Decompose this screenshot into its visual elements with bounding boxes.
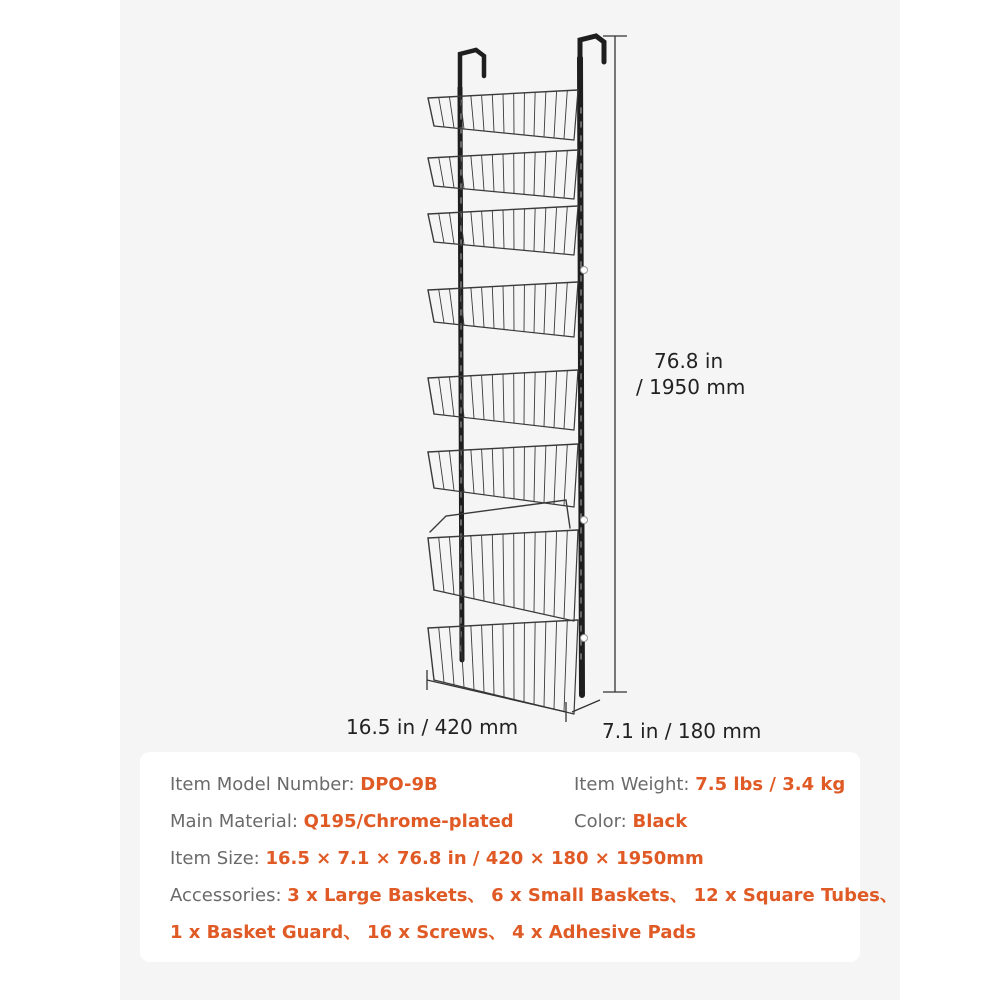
basket-side — [428, 628, 434, 680]
accessory-item: 3 x Large Baskets — [287, 885, 468, 906]
basket-wire — [439, 377, 444, 415]
basket-wire — [503, 448, 504, 498]
spec-accessories — [170, 883, 898, 909]
depth-dimension-line — [572, 700, 600, 712]
basket-wire — [471, 212, 474, 246]
spec-weight-label: Item Weight: — [574, 774, 690, 795]
basket-wire — [492, 95, 494, 132]
basket-wire — [554, 371, 557, 428]
basket-wire — [449, 97, 454, 128]
basket-wire — [439, 97, 444, 127]
basket-wire — [544, 284, 546, 334]
accessory-item: 1 x Basket Guard — [170, 922, 344, 943]
spec-model-label: Item Model Number: — [170, 774, 355, 795]
spec-material — [170, 809, 514, 835]
basket-wire — [554, 207, 557, 253]
basket-side — [574, 370, 578, 430]
height-dimension-label — [636, 348, 745, 400]
spec-accessories-continued — [170, 920, 696, 946]
basket-wire — [564, 151, 567, 199]
spec-weight-value: 7.5 lbs / 3.4 kg — [695, 774, 846, 795]
basket-wire — [554, 151, 557, 197]
basket-wire — [439, 451, 444, 489]
basket-wire — [449, 451, 454, 491]
spec-color-label: Color: — [574, 811, 627, 832]
dimension-lines — [427, 36, 627, 722]
basket-wire — [544, 532, 546, 615]
basket-wire — [492, 449, 494, 497]
basket-wire — [471, 156, 474, 190]
basket-side — [574, 620, 578, 714]
basket-wire — [564, 621, 567, 712]
basket-side — [428, 98, 434, 126]
spec-size-value: 16.5 × 7.1 × 76.8 in / 420 × 180 × 1950mm — [265, 848, 704, 869]
basket-wire — [554, 531, 557, 616]
basket-wire — [439, 627, 444, 682]
accessory-item: 4 x Adhesive Pads — [512, 922, 697, 943]
basket-wire — [449, 537, 454, 595]
basket-wire — [449, 213, 454, 244]
basket-wire — [471, 96, 474, 130]
basket-wire — [492, 535, 494, 604]
basket-wire — [564, 371, 567, 429]
basket-wire — [554, 621, 557, 709]
accessory-item: 6 x Small Baskets — [491, 885, 670, 906]
spec-model-value: DPO-9B — [360, 774, 438, 795]
basket-wire — [471, 536, 474, 599]
depth-dimension-label: 7.1 in / 180 mm — [602, 719, 762, 743]
basket-wire — [534, 446, 535, 501]
basket-wire — [503, 94, 504, 133]
basket-wire — [503, 210, 504, 249]
accessory-item: 12 x Square Tubes — [693, 885, 880, 906]
basket-wire — [492, 155, 494, 192]
accessory-separator: 、 — [343, 922, 362, 943]
basket-wire — [482, 375, 484, 420]
basket-wire — [471, 376, 474, 419]
spec-model — [170, 772, 438, 798]
basket-wire — [439, 289, 444, 323]
basket-wire — [449, 289, 454, 324]
spec-color — [574, 809, 687, 835]
basket-wire — [492, 287, 494, 329]
basket-wire — [503, 154, 504, 193]
spec-material-label: Main Material: — [170, 811, 298, 832]
basket-wire — [503, 286, 504, 330]
basket-wire — [439, 537, 444, 592]
basket-wire — [544, 622, 546, 707]
basket-wire — [544, 92, 546, 137]
accessory-item: 16 x Screws — [367, 922, 489, 943]
specifications-card — [140, 752, 898, 962]
basket-wire — [503, 624, 504, 697]
basket-wire — [471, 288, 474, 327]
width-dimension-line — [427, 680, 566, 712]
spec-material-value: Q195/Chrome-plated — [303, 811, 514, 832]
basket-side — [428, 290, 434, 322]
basket-wire — [503, 374, 504, 422]
basket-wire — [564, 531, 567, 619]
basket-wire — [544, 446, 546, 503]
basket-wire — [503, 534, 504, 606]
left-door-hook — [460, 50, 484, 88]
right-door-hook — [580, 36, 604, 62]
basket-side — [428, 214, 434, 242]
basket-side — [428, 538, 434, 590]
basket-side — [428, 378, 434, 414]
adhesive-pad — [581, 635, 588, 642]
basket-wire — [492, 375, 494, 421]
basket-side — [428, 158, 434, 186]
spec-size-label: Item Size: — [170, 848, 260, 869]
basket-wire — [534, 208, 535, 251]
basket-wire — [492, 625, 494, 695]
adhesive-pad — [581, 517, 588, 524]
width-dimension-label: 16.5 in / 420 mm — [346, 715, 519, 739]
basket-wire — [544, 208, 546, 253]
accessory-separator: 、 — [488, 922, 507, 943]
basket-side — [574, 282, 578, 337]
basket-wire — [449, 157, 454, 188]
basket-wire — [439, 213, 444, 243]
basket-wire — [534, 284, 535, 332]
basket-wire — [544, 152, 546, 197]
accessory-separator: 、 — [879, 885, 898, 906]
basket-wire — [471, 450, 474, 494]
spec-weight — [574, 772, 845, 798]
basket-side — [574, 530, 578, 621]
basket-wire — [534, 152, 535, 195]
basket-wire — [554, 91, 557, 138]
basket-wire — [564, 283, 567, 336]
basket-wire — [564, 445, 567, 506]
basket-side — [574, 206, 578, 255]
basket-side — [428, 452, 434, 488]
basket-wire — [482, 287, 484, 327]
basket-wire — [482, 95, 484, 131]
basket-wire — [492, 211, 494, 248]
height-dimension-mm: / 1950 mm — [636, 375, 746, 399]
height-dimension-inches: 76.8 in — [654, 349, 724, 373]
basket-wire — [482, 449, 484, 495]
basket-side — [574, 444, 578, 507]
spec-accessories-label: Accessories: — [170, 885, 282, 906]
adhesive-pad — [581, 267, 588, 274]
accessory-separator: 、 — [467, 885, 486, 906]
basket-wire — [564, 91, 567, 139]
accessory-separator: 、 — [669, 885, 688, 906]
basket-wire — [534, 622, 535, 704]
basket-wire — [482, 211, 484, 247]
basket-wire — [482, 535, 484, 601]
basket-wire — [534, 92, 535, 136]
spec-size — [170, 846, 704, 872]
basket-wire — [449, 377, 454, 416]
spec-color-value: Black — [632, 811, 688, 832]
basket-wire — [554, 283, 557, 335]
basket-wire — [449, 627, 454, 685]
basket-wire — [564, 207, 567, 255]
basket-wire — [534, 372, 535, 425]
basket-wire — [482, 625, 484, 692]
basket-wire — [534, 532, 535, 612]
basket-wire — [482, 155, 484, 191]
basket-wire — [554, 445, 557, 504]
basket-wire — [439, 157, 444, 187]
basket-wire — [471, 626, 474, 690]
basket-wire — [544, 372, 546, 427]
basket-guard — [430, 500, 570, 532]
